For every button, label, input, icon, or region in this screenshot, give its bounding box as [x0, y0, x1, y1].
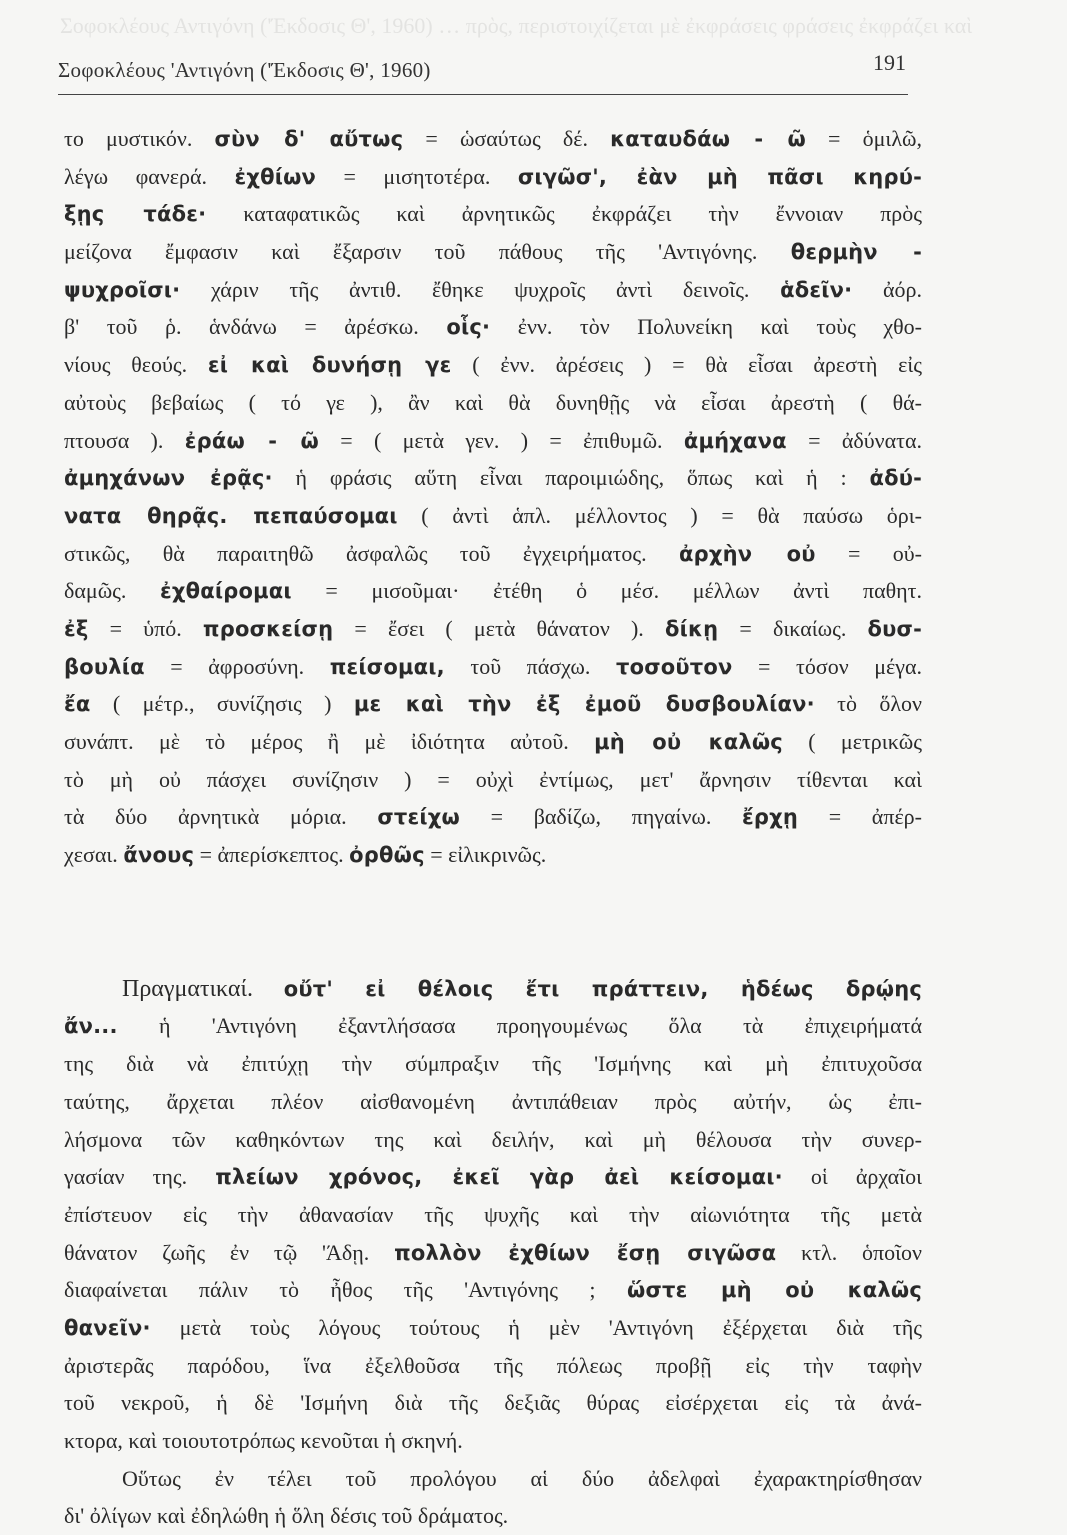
text-line	[64, 610, 922, 648]
lemma-term: ἔα	[64, 692, 91, 717]
gloss-text: λέγω φανερά.	[64, 163, 235, 189]
gloss-text: δαμῶς.	[64, 578, 160, 604]
gloss-text: ἡ 'Αντιγόνη ἐξαντλήσασα προηγουμένως ὅλα τὰ ἐπιχειρήματά	[117, 1013, 922, 1039]
lemma-term: ἔρχῃ	[742, 805, 799, 830]
gloss-text: = μισητοτέρα.	[316, 163, 518, 189]
text-line	[64, 1045, 922, 1083]
lemma-term: οἷς·	[446, 315, 491, 340]
text-line	[64, 1158, 922, 1196]
text-line	[64, 1422, 922, 1460]
gloss-text: = εἰλικρινῶς.	[424, 842, 547, 868]
text-line	[64, 497, 922, 535]
gloss-text: ταύτης, ἄρχεται πλέον αἰσθανομένη ἀντιπάθειαν πρὸς αὐτήν, ὡς ἐπι-	[64, 1088, 922, 1114]
gloss-text: τὰ δύο ἀρνητικὰ μόρια.	[64, 804, 378, 830]
text-line	[64, 308, 922, 346]
gloss-text: τὸ μὴ οὐ πάσχει συνίζησιν ) = οὐχὶ ἐντίμως, μετ' ἄρνησιν τίθενται καὶ	[64, 766, 922, 792]
gloss-text: μετὰ τοὺς λόγους τούτους ἡ μὲν 'Αντιγόνη ἐξέρχεται διὰ τῆς	[150, 1314, 922, 1340]
lemma-term: προσκείσῃ	[202, 616, 334, 641]
lemma-term: σιγῶσ', ἐὰν μὴ πᾶσι κηρύ-	[517, 164, 922, 189]
text-line	[64, 535, 922, 573]
text-line	[64, 1083, 922, 1121]
text-line	[64, 1234, 922, 1272]
paragraph-glossary	[64, 120, 922, 874]
text-line	[64, 572, 922, 610]
lemma-term: ἐράω - ῶ	[184, 428, 319, 453]
gloss-text: θάνατον ζωῆς ἐν τῷ 'Άδῃ.	[64, 1239, 395, 1265]
text-line	[64, 798, 922, 836]
text-line	[64, 422, 922, 460]
gloss-text: ( μετρικῶς	[782, 729, 922, 754]
gloss-text: ἐπίστευον εἰς τὴν ἀθανασίαν τῆς ψυχῆς καὶ τὴν αἰωνιότητα τῆς μετὰ	[64, 1201, 922, 1227]
gloss-text: = οὐ-	[815, 540, 922, 566]
gloss-text: = τόσον μέγα.	[732, 653, 922, 679]
text-line	[64, 648, 922, 686]
gloss-text: = ἀφροσύνη.	[144, 653, 330, 679]
text-line	[64, 1309, 922, 1347]
gloss-text: ἐνν. τὸν Πολυνείκη καὶ τοὺς χθο-	[490, 314, 923, 340]
lemma-term: πλείων χρόνος, ἐκεῖ γὰρ ἀεὶ κείσομαι·	[215, 1165, 783, 1190]
lemma-term: ἀμήχανα	[683, 428, 787, 453]
lemma-term: ἐχθίων	[234, 164, 317, 189]
text-line	[64, 1121, 922, 1159]
lemma-term: εἰ καὶ δυνήσῃ γε	[207, 353, 452, 378]
lemma-term: πολλὸν ἐχθίων ἔσῃ σιγῶσα	[394, 1240, 777, 1265]
gloss-text: = ἀπερίσκεπτος.	[194, 842, 350, 868]
gloss-text: ἡ φράσις αὕτη εἶναι παροιμιώδης, ὅπως καὶ ἡ :	[272, 465, 870, 491]
lemma-term: ἀμηχάνων ἐρᾷς·	[64, 466, 273, 491]
lemma-term: δυσ-	[867, 616, 922, 641]
page-header	[58, 50, 906, 94]
lemma-term: ψυχροῖσι·	[64, 277, 181, 302]
gloss-text: = ὡσαύτως δέ.	[403, 126, 611, 151]
lemma-term: ἁδεῖν·	[780, 277, 853, 302]
lemma-term: τοσοῦτον	[615, 654, 733, 679]
lemma-term: ἐξ	[64, 616, 89, 641]
gloss-text: ( ἐνν. ἀρέσεις ) = θὰ εἶσαι ἀρεστὴ εἰς	[451, 352, 922, 378]
bleed-through-text: Σοφοκλέους Αντιγόνη ('Έκδοσις Θ', 1960) … πρὸς, περιστοιχίζεται μὲ ἐκφράσεις φράσεις ἐκφράζει καὶ	[60, 13, 973, 38]
gloss-text: = ὁμιλῶ,	[805, 126, 922, 151]
text-line	[64, 1007, 922, 1045]
section-heading: Πραγματικαί.	[122, 975, 284, 1002]
gloss-text: συνάπτ. μὲ τὸ μέρος ἢ μὲ ἰδιότητα αὐτοῦ.	[64, 729, 595, 754]
gloss-text: = δικαίως.	[718, 615, 868, 641]
text-line	[64, 195, 922, 233]
gloss-text: χεσαι.	[64, 842, 124, 868]
lemma-term: θανεῖν·	[64, 1315, 151, 1340]
gloss-text: τοῦ πάσχω.	[444, 653, 616, 679]
lemma-term: ὀρθῶς	[349, 843, 425, 868]
gloss-text: = ὑπό.	[88, 615, 203, 641]
gloss-text: διαφαίνεται πάλιν τὸ ἦθος τῆς 'Αντιγόνης ;	[64, 1277, 627, 1303]
gloss-text: = βαδίζω, πηγαίνω.	[459, 804, 743, 830]
text-line	[64, 1384, 922, 1422]
text-line	[64, 233, 922, 271]
gloss-text: καταφατικῶς καὶ ἀρνητικῶς ἐκφράζει τὴν ἔννοιαν πρὸς	[206, 201, 922, 227]
gloss-text: οἱ ἀρχαῖοι	[782, 1164, 923, 1190]
header-rule	[58, 94, 908, 95]
lemma-term: ἀδύ-	[869, 466, 922, 491]
gloss-text: = ( μετὰ γεν. ) = ἐπιθυμῶ.	[318, 427, 684, 453]
page-body	[64, 120, 922, 1535]
page-number: 191	[873, 50, 906, 75]
text-line	[64, 120, 922, 158]
lemma-term: σὺν δ' αὔτως	[214, 127, 404, 151]
lemma-term: νατα θηρᾷς. πεπαύσομαι	[64, 503, 398, 528]
gloss-text: γασίαν της.	[64, 1164, 216, 1190]
gloss-text: στικῶς, θὰ παραιτηθῶ ἀσφαλῶς τοῦ ἐγχειρήματος.	[64, 540, 679, 566]
text-line	[64, 1460, 922, 1498]
lemma-term: ἄν...	[64, 1014, 118, 1039]
lemma-term: καταυδάω - ῶ	[610, 127, 806, 151]
gloss-text: της διὰ νὰ ἐπιτύχῃ τὴν σύμπραξιν τῆς 'Ισμήνης καὶ μὴ ἐπιτυχοῦσα	[64, 1051, 922, 1077]
paragraph-commentary	[64, 970, 922, 1460]
gloss-text: = ἀπέρ-	[798, 804, 922, 830]
gloss-text: το μυστικόν.	[64, 126, 215, 151]
gloss-text: ( μέτρ., συνίζησις )	[90, 691, 354, 717]
gloss-text: τὸ ὅλον	[814, 691, 922, 717]
gloss-text: κτλ. ὁποῖον	[776, 1239, 922, 1265]
gloss-text: νίους θεούς.	[64, 352, 208, 378]
text-line	[64, 346, 922, 384]
gloss-text: = ἔσει ( μετὰ θάνατον ).	[333, 615, 665, 641]
text-line	[64, 158, 922, 196]
lemma-term: ἄνους	[123, 843, 195, 868]
text-line	[64, 970, 922, 1008]
text-line	[64, 271, 922, 309]
gloss-text: μείζονα ἔμφασιν καὶ ἔξαρσιν τοῦ πάθους τῆς 'Αντιγόνης.	[64, 239, 791, 265]
running-title: Σοφοκλέους 'Αντιγόνη ('Έκδοσις Θ', 1960)	[58, 58, 431, 82]
lemma-term: ἀρχὴν οὐ	[679, 541, 816, 566]
gloss-text: τοῦ νεκροῦ, ἡ δὲ 'Ισμήνη διὰ τῆς δεξιᾶς θύρας εἰσέρχεται εἰς τὰ ἀνά-	[64, 1390, 922, 1416]
lemma-term: στείχω	[377, 805, 460, 830]
gloss-text: β' τοῦ ῥ. ἁνδάνω = ἀρέσκω.	[64, 314, 447, 340]
lemma-term: ὥστε μὴ οὐ καλῶς	[627, 1278, 923, 1303]
gloss-text: αὐτοὺς βεβαίως ( τό γε ), ἂν καὶ θὰ δυνηθῇς νὰ εἶσαι ἀρεστὴ ( θά-	[64, 389, 922, 415]
lemma-term: μὴ οὐ καλῶς	[594, 730, 783, 754]
lemma-term: δίκῃ	[664, 616, 719, 641]
lemma-term: οὔτ' εἰ θέλοις ἔτι πράττειν, ἡδέως δρῴης	[283, 976, 922, 1001]
text-line	[64, 459, 922, 497]
text-line	[64, 1196, 922, 1234]
lemma-term: ἐχθαίρομαι	[160, 579, 292, 604]
lemma-term: θερμὴν -	[790, 240, 922, 265]
text-line	[64, 1347, 922, 1385]
gloss-text: ἀόρ.	[852, 276, 922, 302]
gloss-text: χάριν τῆς ἀντιθ. ἔθηκε ψυχροῖς ἀντὶ δεινοῖς.	[180, 276, 781, 302]
gloss-text: = ἀδύνατα.	[786, 427, 922, 453]
gloss-text: κτορα, καὶ τοιουτοτρόπως κενοῦται ἡ σκηνή.	[64, 1428, 463, 1453]
gloss-text: πτουσα ).	[64, 427, 185, 453]
gloss-text: Οὕτως ἐν τέλει τοῦ προλόγου αἱ δύο ἀδελφαὶ ἐχαρακτηρίσθησαν	[122, 1465, 922, 1491]
text-line	[64, 1497, 922, 1535]
gloss-text: λήσμονα τῶν καθηκόντων της καὶ δειλήν, καὶ μὴ θέλουσα τὴν συνερ-	[64, 1126, 922, 1152]
lemma-term: πείσομαι,	[329, 654, 445, 679]
lemma-term: με καὶ τὴν ἐξ ἐμοῦ δυσβουλίαν·	[353, 692, 815, 717]
paragraph-gap	[64, 874, 922, 970]
text-line	[64, 384, 922, 422]
gloss-text: ἀριστερᾶς παρόδου, ἵνα ἐξελθοῦσα τῆς πόλεως προβῇ εἰς τὴν ταφὴν	[64, 1352, 922, 1378]
text-line	[64, 723, 922, 761]
gloss-text: = μισοῦμαι· ἐτέθη ὁ μέσ. μέλλων ἀντὶ παθητ.	[291, 578, 922, 604]
paragraph-conclusion	[64, 1460, 922, 1535]
text-line	[64, 685, 922, 723]
text-line	[64, 1271, 922, 1309]
lemma-term: βουλία	[64, 654, 145, 679]
gloss-text: δι' ὀλίγων καὶ ἐδηλώθη ἡ ὅλη δέσις τοῦ δράματος.	[64, 1503, 509, 1529]
text-line	[64, 836, 922, 874]
lemma-term: ξῃς τάδε·	[64, 202, 207, 227]
text-line	[64, 761, 922, 799]
gloss-text: ( ἀντὶ ἁπλ. μέλλοντος ) = θὰ παύσω ὁρι-	[397, 502, 922, 528]
